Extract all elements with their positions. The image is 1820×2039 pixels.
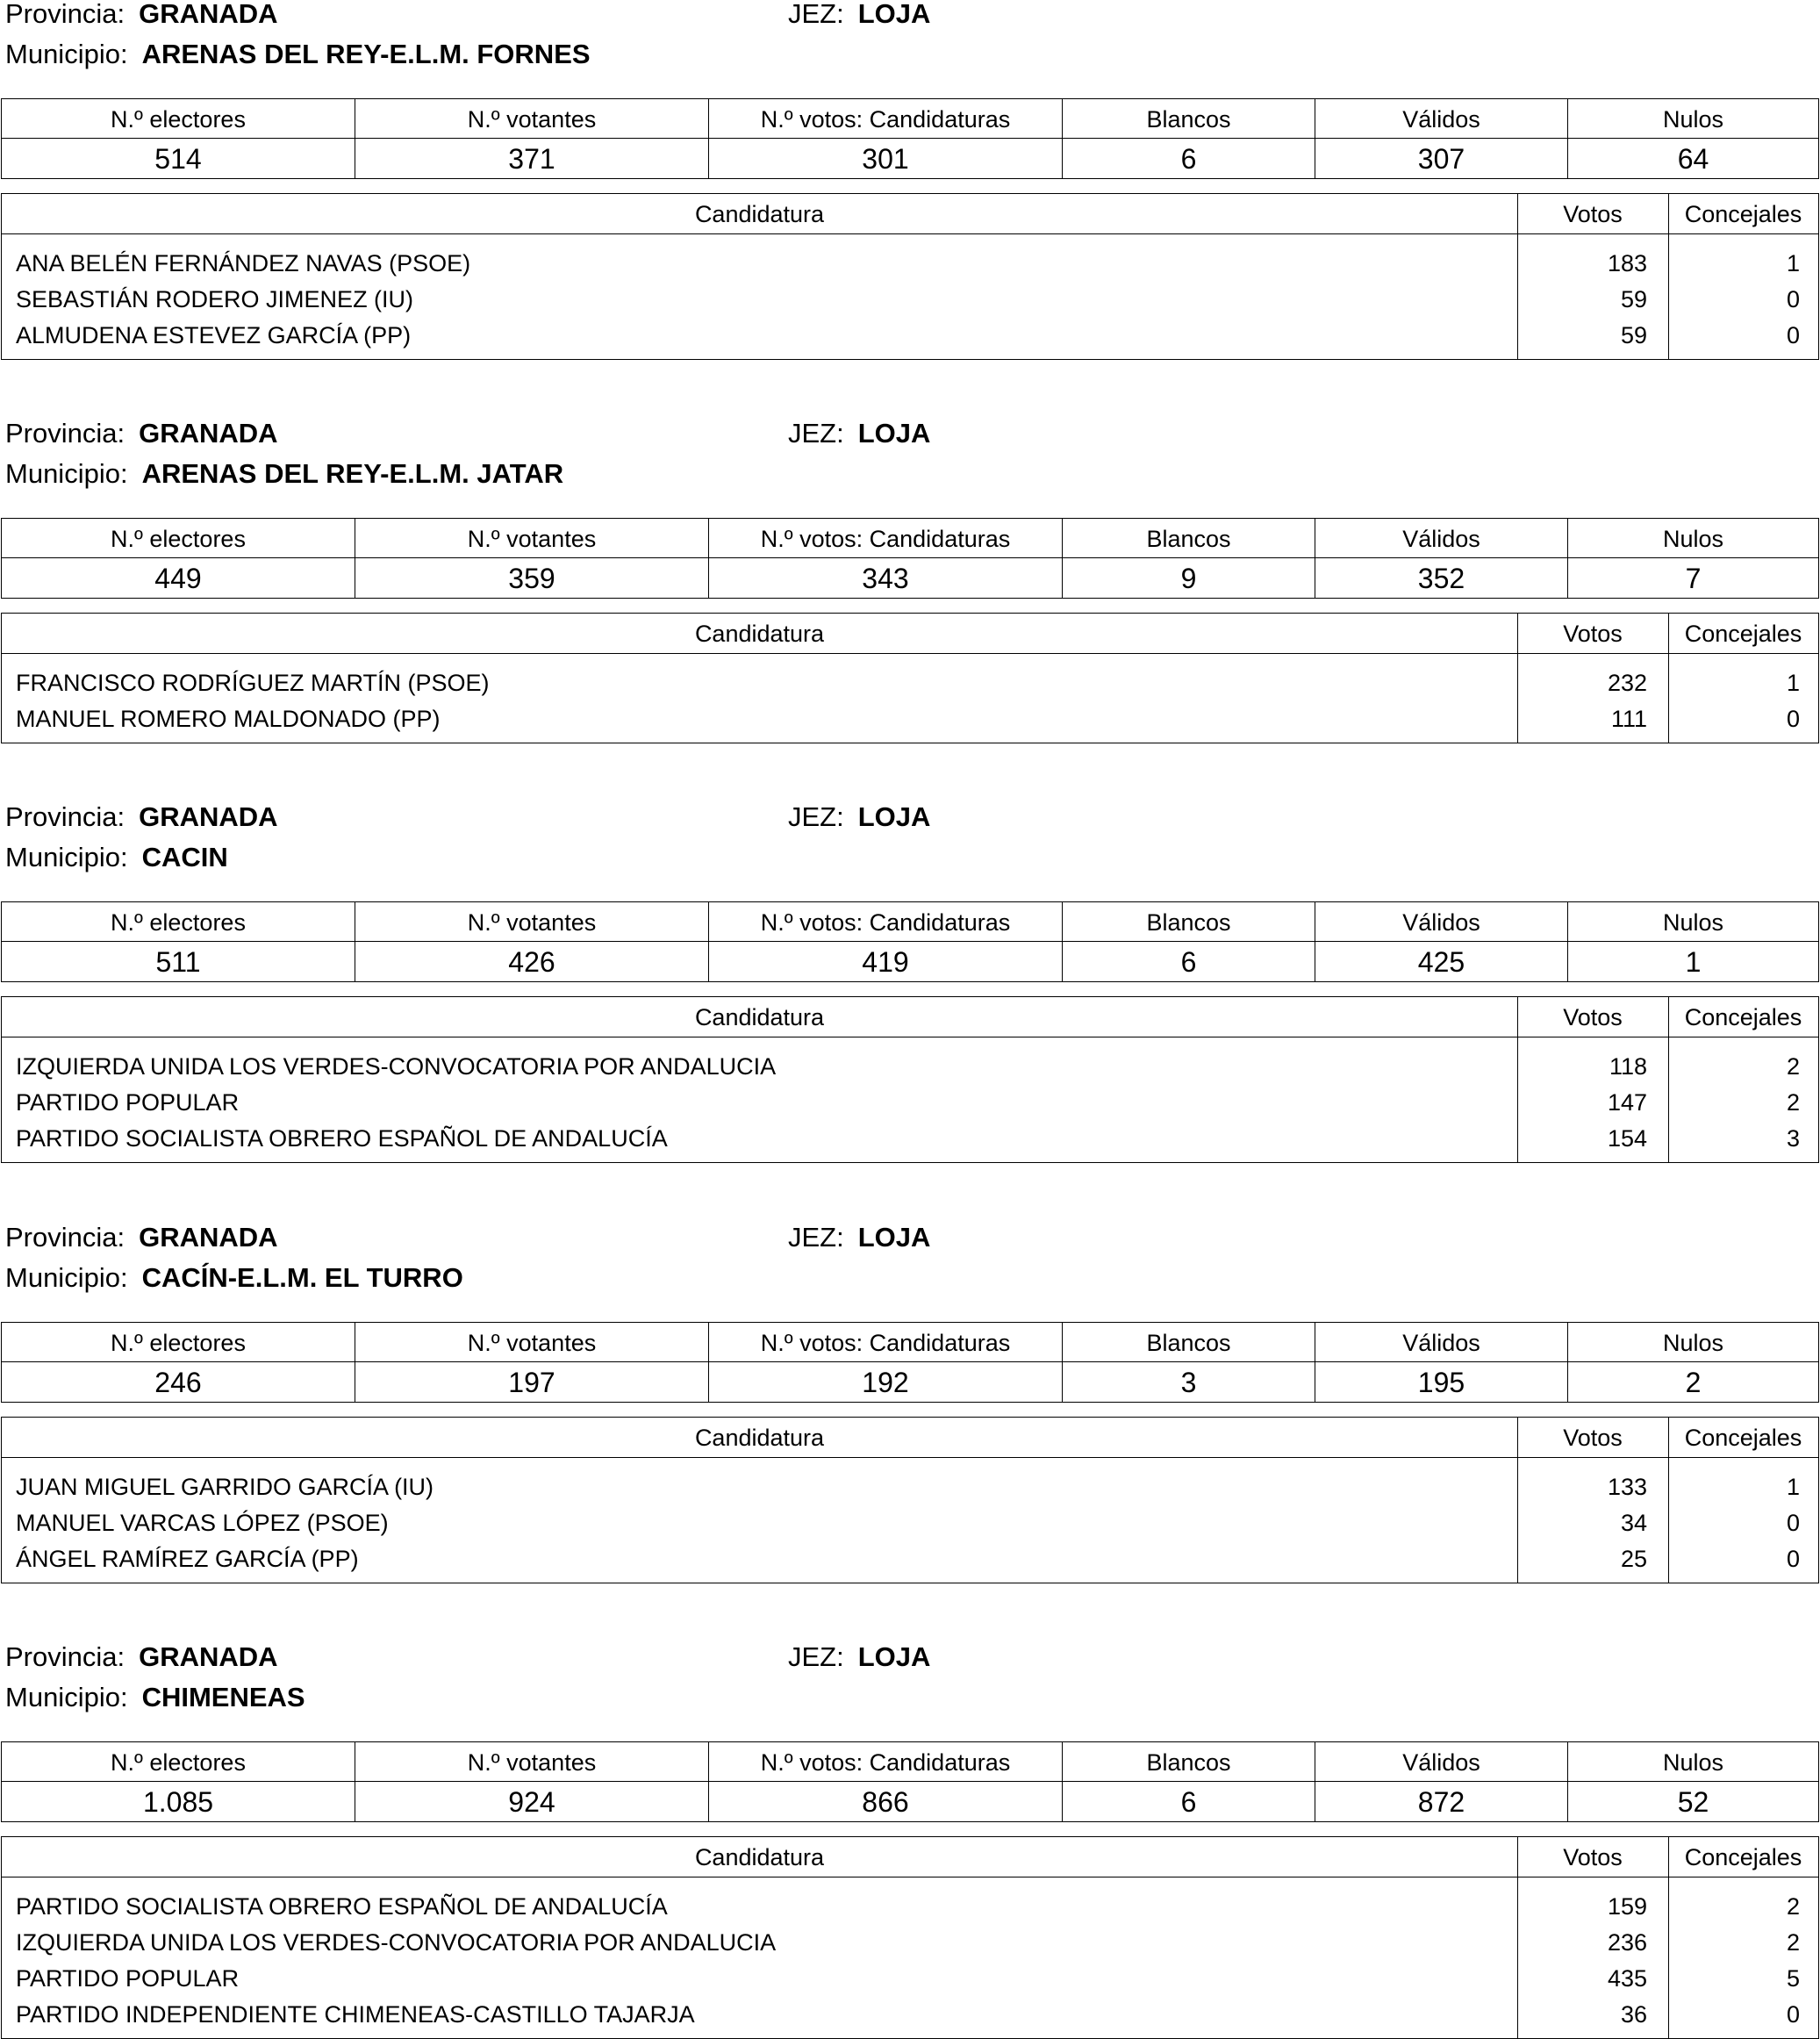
municipality-section (0, 418, 1820, 799)
candidate-votos: 59 (1620, 286, 1647, 312)
jez-value: LOJA (857, 1641, 931, 1672)
candidatura-header: Candidatura (694, 1425, 825, 1451)
candidates-table (1, 1417, 1819, 1583)
candidate-votos: 118 (1609, 1053, 1647, 1080)
candidate-name: MANUEL VARCAS LÓPEZ (PSOE) (16, 1510, 389, 1536)
provincia-line (5, 420, 278, 447)
candidate-concejales: 0 (1786, 1510, 1800, 1536)
candidate-concejales: 2 (1786, 1053, 1800, 1080)
stat-header-electores: N.º electores (1, 901, 355, 942)
candidate-name: PARTIDO INDEPENDIENTE CHIMENEAS-CASTILLO TAJARJA (16, 2001, 695, 2028)
candidate-row (2, 1085, 1818, 1121)
votos-header: Votos (1563, 1004, 1623, 1030)
candidatura-header: Candidatura (694, 621, 825, 647)
stat-header-votos-candidaturas: N.º votos: Candidaturas (708, 901, 1063, 942)
candidate-name: PARTIDO POPULAR (16, 1965, 240, 1992)
provincia-line (5, 1224, 278, 1251)
candidate-row (2, 1997, 1818, 2033)
provincia-label: Provincia: (5, 1222, 125, 1253)
candidate-concejales: 1 (1786, 670, 1800, 696)
stat-header-votos-candidaturas: N.º votos: Candidaturas (708, 98, 1063, 139)
stat-value-validos: 425 (1315, 941, 1568, 982)
stat-header-blancos: Blancos (1062, 98, 1315, 139)
candidates-table (1, 613, 1819, 743)
stats-table (1, 98, 1819, 179)
stat-header-votos-candidaturas: N.º votos: Candidaturas (708, 1741, 1063, 1782)
candidates-table (1, 193, 1819, 360)
stat-value-votos-candidaturas: 192 (708, 1361, 1063, 1403)
stat-header-validos: Válidos (1315, 1741, 1568, 1782)
candidates-header-row (2, 614, 1818, 654)
stat-header-blancos: Blancos (1062, 1322, 1315, 1362)
stat-value-electores: 1.085 (1, 1781, 355, 1822)
stat-header-votantes: N.º votantes (355, 901, 709, 942)
stats-table (1, 901, 1819, 982)
candidate-votos: 435 (1607, 1965, 1647, 1992)
candidate-concejales: 0 (1786, 706, 1800, 732)
candidate-row (2, 1121, 1818, 1157)
stat-header-votantes: N.º votantes (355, 1322, 709, 1362)
stat-header-blancos: Blancos (1062, 518, 1315, 558)
jez-value: LOJA (857, 0, 931, 29)
jez-line (788, 1224, 930, 1251)
stat-header-blancos: Blancos (1062, 1741, 1315, 1782)
candidate-concejales: 0 (1786, 286, 1800, 312)
stats-table (1, 518, 1819, 599)
candidate-row (2, 1469, 1818, 1505)
stat-value-nulos: 64 (1567, 138, 1819, 179)
stat-value-nulos: 1 (1567, 941, 1819, 982)
candidate-name: ANA BELÉN FERNÁNDEZ NAVAS (PSOE) (16, 250, 471, 276)
provincia-value: GRANADA (139, 0, 278, 29)
stat-value-votantes: 359 (355, 557, 709, 599)
candidate-votos: 147 (1607, 1089, 1647, 1116)
candidate-name: ALMUDENA ESTEVEZ GARCÍA (PP) (16, 322, 412, 348)
stat-value-votos-candidaturas: 343 (708, 557, 1063, 599)
municipio-label: Municipio: (5, 1682, 128, 1712)
candidate-votos: 159 (1607, 1893, 1647, 1920)
candidate-votos: 34 (1620, 1510, 1647, 1536)
provincia-label: Provincia: (5, 418, 125, 449)
candidates-table (1, 1836, 1819, 2039)
stat-header-electores: N.º electores (1, 518, 355, 558)
candidates-header-row (2, 997, 1818, 1037)
jez-line (788, 1643, 930, 1670)
provincia-value: GRANADA (139, 1641, 278, 1672)
stat-value-validos: 307 (1315, 138, 1568, 179)
candidate-name: PARTIDO SOCIALISTA OBRERO ESPAÑOL DE ANDALUCÍA (16, 1125, 668, 1152)
jez-value: LOJA (857, 801, 931, 832)
candidate-name: MANUEL ROMERO MALDONADO (PP) (16, 706, 441, 732)
stat-value-nulos: 2 (1567, 1361, 1819, 1403)
jez-value: LOJA (857, 418, 931, 449)
candidate-row (2, 282, 1818, 318)
candidates-table (1, 996, 1819, 1163)
jez-line (788, 0, 930, 27)
candidate-votos: 59 (1620, 322, 1647, 348)
jez-label: JEZ: (788, 1222, 844, 1253)
candidate-row (2, 246, 1818, 282)
concejales-header: Concejales (1684, 1425, 1802, 1451)
candidate-votos: 232 (1607, 670, 1647, 696)
provincia-line (5, 0, 278, 27)
candidates-header-row (2, 194, 1818, 234)
candidate-concejales: 1 (1786, 250, 1800, 276)
candidate-row (2, 665, 1818, 701)
candidate-name: SEBASTIÁN RODERO JIMENEZ (IU) (16, 286, 414, 312)
candidatura-header: Candidatura (694, 201, 825, 227)
stat-header-nulos: Nulos (1567, 518, 1819, 558)
stat-value-blancos: 6 (1062, 941, 1315, 982)
votos-header: Votos (1563, 1425, 1623, 1451)
stat-header-nulos: Nulos (1567, 901, 1819, 942)
candidate-name: ÁNGEL RAMÍREZ GARCÍA (PP) (16, 1546, 359, 1572)
candidate-row (2, 1889, 1818, 1925)
candidates-header-row (2, 1837, 1818, 1877)
candidate-row (2, 1925, 1818, 1961)
candidate-name: PARTIDO POPULAR (16, 1089, 240, 1116)
candidate-concejales: 0 (1786, 322, 1800, 348)
stat-value-validos: 195 (1315, 1361, 1568, 1403)
candidate-row (2, 1961, 1818, 1997)
candidate-row (2, 1505, 1818, 1541)
candidate-votos: 236 (1607, 1929, 1647, 1956)
stat-value-electores: 246 (1, 1361, 355, 1403)
stat-header-validos: Válidos (1315, 1322, 1568, 1362)
stat-header-validos: Válidos (1315, 98, 1568, 139)
stat-header-blancos: Blancos (1062, 901, 1315, 942)
jez-label: JEZ: (788, 801, 844, 832)
municipio-line (5, 460, 563, 487)
concejales-header: Concejales (1684, 621, 1802, 647)
provincia-line (5, 1643, 278, 1670)
stat-value-validos: 352 (1315, 557, 1568, 599)
candidatura-header: Candidatura (694, 1844, 825, 1870)
municipio-label: Municipio: (5, 458, 128, 489)
jez-label: JEZ: (788, 0, 844, 29)
stat-header-electores: N.º electores (1, 98, 355, 139)
stat-header-validos: Válidos (1315, 518, 1568, 558)
candidate-votos: 36 (1620, 2001, 1647, 2028)
provincia-value: GRANADA (139, 801, 278, 832)
stat-value-nulos: 52 (1567, 1781, 1819, 1822)
stat-header-votos-candidaturas: N.º votos: Candidaturas (708, 1322, 1063, 1362)
stats-table (1, 1322, 1819, 1403)
concejales-header: Concejales (1684, 1004, 1802, 1030)
municipio-label: Municipio: (5, 39, 128, 69)
votos-header: Votos (1563, 1844, 1623, 1870)
stat-value-electores: 511 (1, 941, 355, 982)
candidatura-header: Candidatura (694, 1004, 825, 1030)
municipio-line (5, 40, 591, 68)
municipality-section (0, 1222, 1820, 1603)
stat-value-nulos: 7 (1567, 557, 1819, 599)
candidate-votos: 111 (1610, 706, 1647, 732)
municipio-line (5, 1264, 463, 1291)
stat-header-votos-candidaturas: N.º votos: Candidaturas (708, 518, 1063, 558)
jez-value: LOJA (857, 1222, 931, 1253)
municipio-line (5, 1684, 305, 1711)
stat-value-blancos: 6 (1062, 1781, 1315, 1822)
stat-value-blancos: 9 (1062, 557, 1315, 599)
candidates-header-row (2, 1418, 1818, 1458)
candidate-row (2, 1049, 1818, 1085)
municipio-value: ARENAS DEL REY-E.L.M. FORNES (141, 39, 591, 69)
concejales-header: Concejales (1684, 1844, 1802, 1870)
municipio-value: CACÍN-E.L.M. EL TURRO (141, 1262, 463, 1293)
municipality-section (0, 0, 1820, 379)
votos-header: Votos (1563, 201, 1623, 227)
provincia-value: GRANADA (139, 418, 278, 449)
stat-header-nulos: Nulos (1567, 1322, 1819, 1362)
provincia-label: Provincia: (5, 0, 125, 29)
candidate-concejales: 3 (1786, 1125, 1800, 1152)
stat-header-votantes: N.º votantes (355, 518, 709, 558)
candidate-concejales: 0 (1786, 2001, 1800, 2028)
stat-header-validos: Válidos (1315, 901, 1568, 942)
candidate-name: PARTIDO SOCIALISTA OBRERO ESPAÑOL DE ANDALUCÍA (16, 1893, 668, 1920)
stat-header-nulos: Nulos (1567, 1741, 1819, 1782)
candidate-concejales: 0 (1786, 1546, 1800, 1572)
jez-label: JEZ: (788, 418, 844, 449)
municipio-value: ARENAS DEL REY-E.L.M. JATAR (141, 458, 564, 489)
municipality-section (0, 1641, 1820, 2028)
candidate-concejales: 2 (1786, 1893, 1800, 1920)
jez-label: JEZ: (788, 1641, 844, 1672)
candidate-votos: 154 (1607, 1125, 1647, 1152)
candidate-concejales: 1 (1786, 1474, 1800, 1500)
stat-value-votantes: 197 (355, 1361, 709, 1403)
candidate-name: JUAN MIGUEL GARRIDO GARCÍA (IU) (16, 1474, 434, 1500)
stat-value-votantes: 426 (355, 941, 709, 982)
stat-value-blancos: 6 (1062, 138, 1315, 179)
stat-value-votantes: 924 (355, 1781, 709, 1822)
stat-header-votantes: N.º votantes (355, 1741, 709, 1782)
municipio-label: Municipio: (5, 842, 128, 872)
candidate-name: IZQUIERDA UNIDA LOS VERDES-CONVOCATORIA POR ANDALUCIA (16, 1929, 777, 1956)
candidate-votos: 183 (1607, 250, 1647, 276)
candidate-votos: 25 (1620, 1546, 1647, 1572)
candidate-row (2, 701, 1818, 737)
votos-header: Votos (1563, 621, 1623, 647)
municipio-line (5, 844, 228, 871)
stats-table (1, 1741, 1819, 1822)
stat-value-votos-candidaturas: 419 (708, 941, 1063, 982)
candidate-name: IZQUIERDA UNIDA LOS VERDES-CONVOCATORIA POR ANDALUCIA (16, 1053, 777, 1080)
stat-value-blancos: 3 (1062, 1361, 1315, 1403)
provincia-line (5, 803, 278, 830)
stat-value-votantes: 371 (355, 138, 709, 179)
stat-value-electores: 449 (1, 557, 355, 599)
candidate-row (2, 1541, 1818, 1577)
municipio-value: CHIMENEAS (141, 1682, 305, 1712)
candidate-concejales: 2 (1786, 1929, 1800, 1956)
candidate-concejales: 2 (1786, 1089, 1800, 1116)
candidate-concejales: 5 (1786, 1965, 1800, 1992)
jez-line (788, 803, 930, 830)
concejales-header: Concejales (1684, 201, 1802, 227)
provincia-label: Provincia: (5, 1641, 125, 1672)
stat-header-electores: N.º electores (1, 1322, 355, 1362)
provincia-label: Provincia: (5, 801, 125, 832)
provincia-value: GRANADA (139, 1222, 278, 1253)
jez-line (788, 420, 930, 447)
municipality-section (0, 801, 1820, 1182)
stat-value-votos-candidaturas: 866 (708, 1781, 1063, 1822)
candidate-row (2, 318, 1818, 354)
stat-value-electores: 514 (1, 138, 355, 179)
candidate-votos: 133 (1607, 1474, 1647, 1500)
municipio-value: CACIN (141, 842, 228, 872)
candidate-name: FRANCISCO RODRÍGUEZ MARTÍN (PSOE) (16, 670, 490, 696)
stat-value-validos: 872 (1315, 1781, 1568, 1822)
municipio-label: Municipio: (5, 1262, 128, 1293)
stat-value-votos-candidaturas: 301 (708, 138, 1063, 179)
stat-header-nulos: Nulos (1567, 98, 1819, 139)
stat-header-votantes: N.º votantes (355, 98, 709, 139)
stat-header-electores: N.º electores (1, 1741, 355, 1782)
